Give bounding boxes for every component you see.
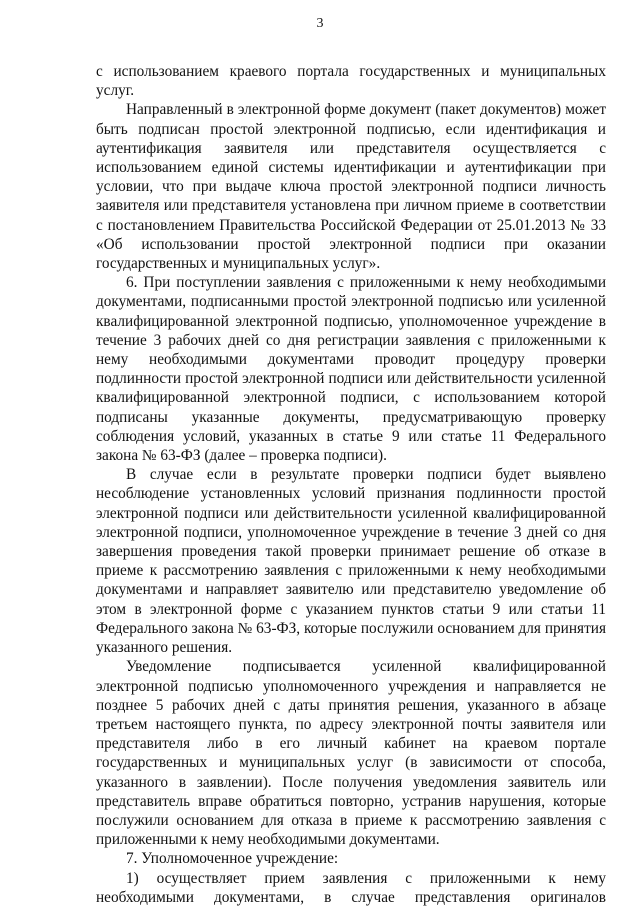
- paragraph-notification: Уведомление подписывается усиленной квалифицированной электронной подписью уполномоченного учреждения и направляется не позднее 5 рабочих дней с даты принятия решения, указанного в абзаце третьем настоящего пункта, по адресу электронной почты заявителя или представителя либо в его личный кабинет на краевом портале государственных и муниципальных услуг (в зависимости от способа, указанного в заявлении). После получения уведомления заявитель или представитель вправе обратиться повторно, устранив нарушения, которые послужили основанием для отказа в приеме к рассмотрению заявления с приложенными к нему необходимыми документами.: [96, 658, 606, 849]
- paragraph-continuation: с использованием краевого портала государственных и муниципальных услуг.: [96, 63, 606, 100]
- paragraph-item-6: 6. При поступлении заявления с приложенными к нему необходимыми документами, подписанными простой электронной подписью или усиленной квалифицированной электронной подписью, уполномоченное учреждение в течение 3 рабочих дней со дня регистрации заявления с приложенными к нему необходимыми документами проводит процедуру проверки подлинности простой электронной подписи или действительности усиленной квалифицированной электронной подписи, с использованием которой подписаны указанные документы, предусматривающую проверку соблюдения условий, указанных в статье 9 или статье 11 Федерального закона № 63-ФЗ (далее – проверка подписи).: [96, 274, 606, 465]
- paragraph-electronic-signature: Направленный в электронной форме документ (пакет документов) может быть подписан простой электронной подписью, если идентификация и аутентификация заявителя или представителя осуществляется с использованием единой системы идентификации и аутентификации при условии, что при выдаче ключа простой электронной подписи личность заявителя или представителя установлена при личном приеме в соответствии с постановлением Правительства Российской Федерации от 25.01.2013 № 33 «Об использовании простой электронной подписи при оказании государственных и муниципальных услуг».: [96, 101, 606, 273]
- document-body: [96, 62, 606, 907]
- paragraph-verification-failure: В случае если в результате проверки подписи будет выявлено несоблюдение установленных условий признания подлинности простой электронной подписи или действительности усиленной квалифицированной электронной подписи, уполномоченное учреждение в течение 3 дней со дня завершения проведения такой проверки принимает решение об отказе в приеме к рассмотрению заявления с приложенными к нему необходимыми документами и направляет заявителю или представителю уведомление об этом в электронной форме с указанием пунктов статьи 9 или статьи 11 Федерального закона № 63-ФЗ, которые послужили основанием для принятия указанного решения.: [96, 466, 606, 657]
- paragraph-item-7-1: 1) осуществляет прием заявления с приложенными к нему необходимыми документами, в случае представления оригиналов: [96, 869, 606, 906]
- page-number: 3: [316, 16, 324, 31]
- paragraph-item-7-heading: 7. Уполномоченное учреждение:: [126, 850, 339, 868]
